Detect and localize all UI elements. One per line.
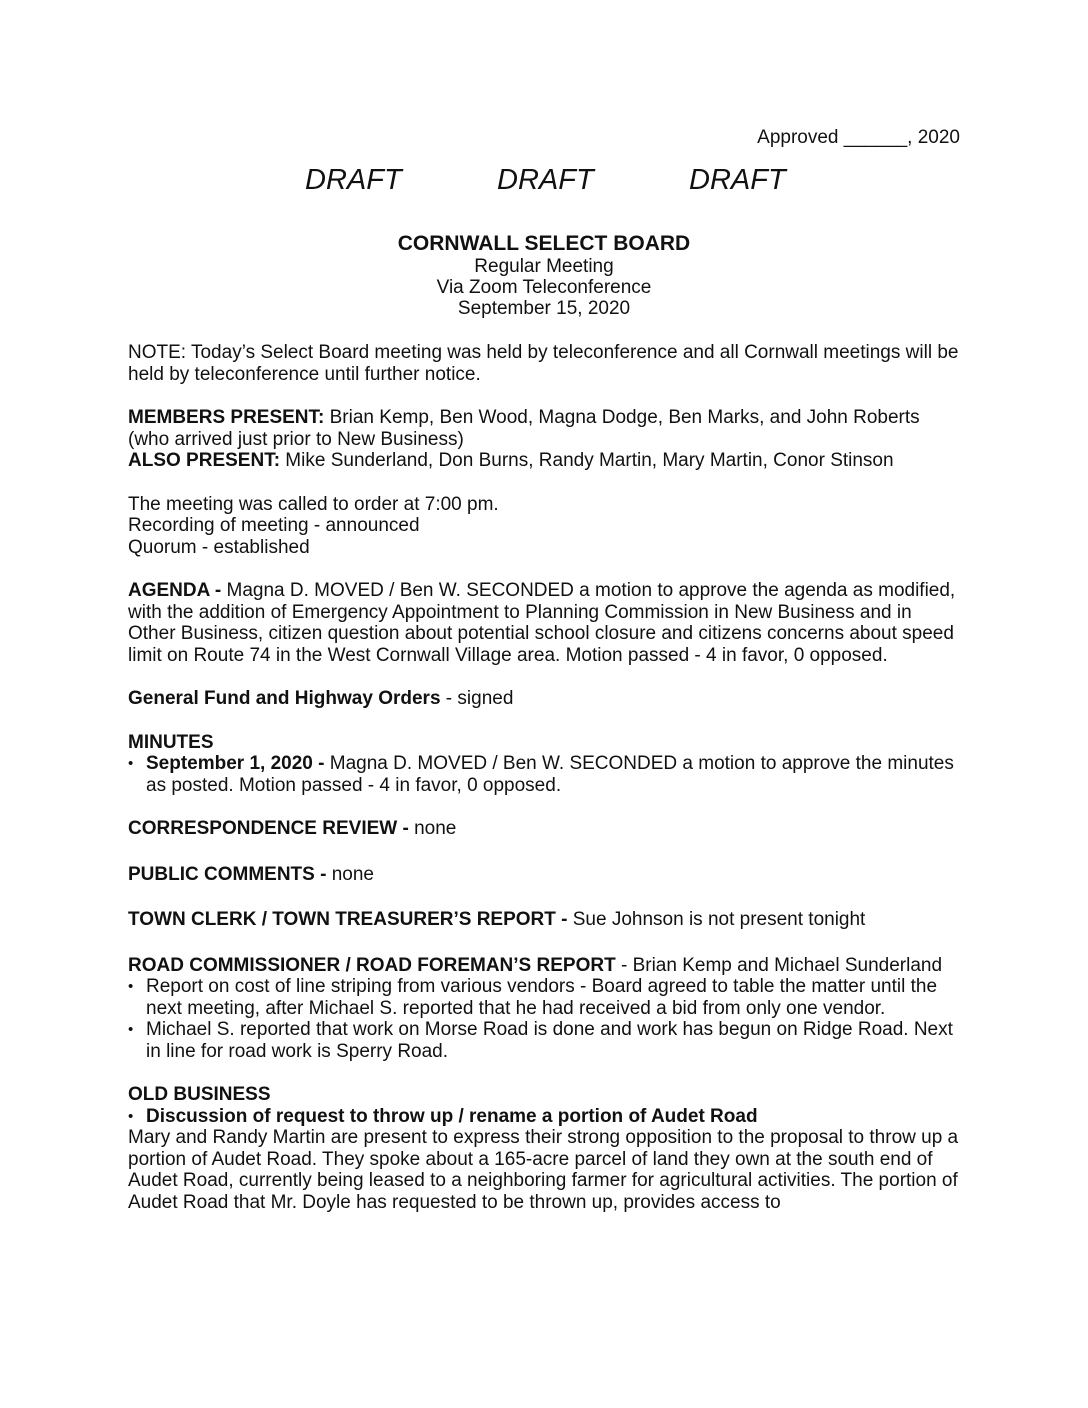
draft-label: DRAFT — [497, 164, 594, 196]
meeting-type: Regular Meeting — [474, 256, 614, 277]
members-label: MEMBERS PRESENT: — [128, 407, 325, 428]
clerk-report-section: TOWN CLERK / TOWN TREASURER’S REPORT - Sue Johnson is not present tonight — [128, 909, 866, 930]
draft-watermark-row — [128, 164, 960, 204]
list-item: • Michael S. reported that work on Morse Road is done and work has begun on Ridge Road. Next in line for road work is Sperry Road. — [128, 1019, 960, 1062]
draft-label: DRAFT — [689, 164, 786, 196]
approval-line: Approved ______, 2020 — [757, 127, 960, 148]
orders-label: General Fund and Highway Orders — [128, 688, 441, 709]
draft-label: DRAFT — [305, 164, 402, 196]
road-report-section: ROAD COMMISSIONER / ROAD FOREMAN’S REPORT - Brian Kemp and Michael Sunderland — [128, 954, 943, 976]
orders-section — [128, 688, 960, 710]
minutes-item-label: September 1, 2020 - — [146, 753, 325, 774]
list-item — [128, 753, 960, 796]
agenda-text: Magna D. MOVED / Ben W. SECONDED a motion to approve the agenda as modified, with the addition of Emergency Appointment to Planning Commission in New Business and in Other Business, citizen question about potential school closure and citizens concerns about speed limit on Route 74 in the West Cornwall Village area. Motion passed - 4 in favor, 0 opposed. — [128, 580, 956, 666]
recording-note: Recording of meeting - announced — [128, 515, 420, 536]
document-header — [128, 232, 960, 319]
public-comments-section: PUBLIC COMMENTS - none — [128, 863, 374, 885]
also-present — [128, 450, 960, 472]
call-to-order: The meeting was called to order at 7:00 pm. — [128, 493, 499, 515]
meeting-venue: Via Zoom Teleconference — [436, 277, 652, 298]
minutes-heading: MINUTES — [128, 731, 214, 753]
minutes-body — [128, 342, 960, 1213]
old-business-item-heading: Discussion of request to throw up / rename a portion of Audet Road — [146, 1105, 758, 1127]
quorum-note: Quorum - established — [128, 536, 310, 558]
correspondence-section: CORRESPONDENCE REVIEW - none — [128, 818, 457, 839]
minutes-item-text: Magna D. MOVED / Ben W. SECONDED a motion to approve the minutes as posted. Motion passed - 4 in favor, 0 opposed. — [146, 753, 954, 796]
members-present — [128, 407, 960, 450]
also-present-text: Mike Sunderland, Don Burns, Randy Martin, Mary Martin, Conor Stinson — [280, 450, 894, 471]
agenda-section — [128, 580, 960, 666]
minutes-list — [128, 753, 960, 796]
note-paragraph: NOTE: Today’s Select Board meeting was held by teleconference and all Cornwall meetings will be held by teleconference until further notice. — [128, 342, 959, 385]
board-title: CORNWALL SELECT BOARD — [397, 232, 691, 255]
list-item — [128, 1106, 960, 1128]
members-text: Brian Kemp, Ben Wood, Magna Dodge, Ben Marks, and John Roberts (who arrived just prior to New Business) — [128, 407, 920, 450]
road-report-list — [128, 976, 960, 1062]
orders-text: - signed — [440, 688, 514, 709]
list-item: • Report on cost of line striping from various vendors - Board agreed to table the matter until the next meeting, after Michael S. reported that he had received a bid from only one vendor. — [128, 976, 960, 1019]
old-business-paragraph: Mary and Randy Martin are present to express their strong opposition to the proposal to throw up a portion of Audet Road. They spoke about a 165-acre parcel of land they own at the south end of Audet Road, currently being leased to a neighboring farmer for agricultural activities. The portion of Audet Road that Mr. Doyle has requested to be thrown up, provides access to — [128, 1127, 959, 1213]
agenda-label: AGENDA - — [128, 580, 222, 601]
also-present-label: ALSO PRESENT: — [128, 450, 281, 471]
old-business-heading: OLD BUSINESS — [128, 1084, 271, 1105]
meeting-date: September 15, 2020 — [457, 298, 631, 319]
old-business-list — [128, 1106, 960, 1128]
